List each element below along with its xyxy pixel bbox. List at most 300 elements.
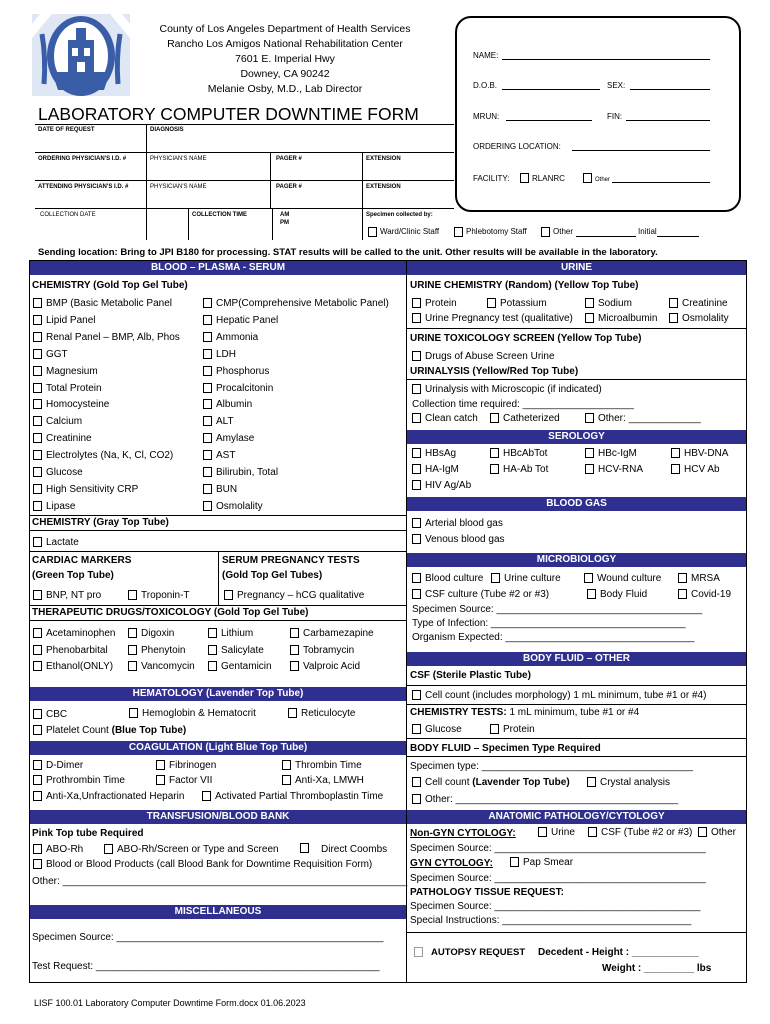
checkbox[interactable] <box>33 366 42 376</box>
checkbox[interactable] <box>33 537 42 547</box>
facility-other-checkbox[interactable] <box>583 173 592 183</box>
option-label: Ethanol(ONLY) <box>46 661 114 672</box>
checkbox[interactable] <box>290 645 299 655</box>
blood-products-option[interactable] <box>33 858 372 871</box>
chem-ggt-option[interactable] <box>33 348 68 361</box>
option-label: Digoxin <box>141 628 175 639</box>
serology-hbcabtot-option[interactable] <box>490 447 547 460</box>
checkbox[interactable] <box>128 645 137 655</box>
pm-label: PM <box>280 220 289 226</box>
option-label: Hepatic Panel <box>216 314 279 326</box>
option-label: Troponin-T <box>141 590 190 601</box>
drug-phenobarbital-option[interactable] <box>33 644 108 657</box>
serum-pregnancy-title: SERUM PREGNANCY TESTS <box>222 555 360 566</box>
chem-bun-option[interactable] <box>203 483 237 496</box>
platelet-option[interactable] <box>33 724 186 737</box>
collected-other-label: Other <box>553 227 574 236</box>
fin-label: FIN: <box>607 112 623 121</box>
checkbox[interactable] <box>208 645 217 655</box>
option-label: Other: _____________ <box>598 413 701 424</box>
physician-name-label-2: PHYSICIAN'S NAME <box>150 184 207 190</box>
checkbox[interactable] <box>128 661 137 671</box>
option-label: High Sensitivity CRP <box>46 483 139 495</box>
decedent-height-field[interactable]: Decedent - Height : ____________ <box>538 947 699 958</box>
option-label: Anti-Xa, LMWH <box>295 775 364 786</box>
checkbox[interactable] <box>104 844 113 854</box>
cell-count-option[interactable] <box>412 689 706 702</box>
csf-culture-option[interactable] <box>412 588 549 601</box>
sex-field[interactable] <box>630 89 710 90</box>
initial-field[interactable] <box>657 236 699 237</box>
checkbox[interactable] <box>33 844 42 854</box>
checkbox[interactable] <box>33 349 42 359</box>
checkbox[interactable] <box>585 464 594 474</box>
checkbox[interactable] <box>33 859 42 869</box>
checkbox[interactable] <box>203 349 212 359</box>
checkbox[interactable] <box>203 433 212 443</box>
checkbox[interactable] <box>33 450 42 460</box>
abo-rh-option[interactable] <box>33 843 83 856</box>
address-line: Melanie Osby, M.D., Lab Director <box>207 83 363 95</box>
chem-bilirubin-total-option[interactable] <box>203 466 278 479</box>
special-instructions-field[interactable]: Special Instructions: __________________________________ <box>410 915 692 926</box>
urine-chem-title: URINE CHEMISTRY (Random) (Yellow Top Tube) <box>410 280 639 291</box>
bf-other-option[interactable] <box>412 793 678 806</box>
direct-coombs-checkbox[interactable] <box>300 843 309 853</box>
misc-test-request-field[interactable]: Test Request: ___________________________________________________ <box>32 961 380 972</box>
mrun-field[interactable] <box>506 120 592 121</box>
drug-carbamezapine-option[interactable] <box>290 627 374 640</box>
checkbox[interactable] <box>412 794 421 804</box>
checkbox[interactable] <box>203 484 212 494</box>
checkbox[interactable] <box>412 384 421 394</box>
checkbox[interactable] <box>487 298 496 308</box>
misc-specimen-source-field[interactable]: Specimen Source: ________________________________________________ <box>32 932 384 943</box>
option-label: BMP (Basic Metabolic Panel <box>46 298 172 309</box>
chem-tests-line <box>410 706 639 719</box>
checkbox[interactable] <box>491 573 500 583</box>
checkbox[interactable] <box>128 628 137 638</box>
chem-creatinine-option[interactable] <box>33 432 92 445</box>
option-label: Carbamezapine <box>303 628 374 639</box>
chem-gold-title: CHEMISTRY (Gold Top Gel Tube) <box>32 280 188 291</box>
chem-phosphorus-option[interactable] <box>203 365 269 378</box>
option-label: Protein <box>503 724 535 735</box>
checkbox[interactable] <box>510 857 519 867</box>
option-label: Fibrinogen <box>169 760 217 771</box>
facility-label: FACILITY: <box>473 174 510 183</box>
serology-hbsag-option[interactable] <box>412 447 456 460</box>
gyn-specimen-source-field[interactable]: Specimen Source: ______________________________________ <box>410 873 706 884</box>
chem-hepatic-panel-option[interactable] <box>203 314 278 327</box>
checkbox[interactable] <box>282 760 291 770</box>
checkbox[interactable] <box>33 725 42 735</box>
covid-option[interactable] <box>678 588 731 601</box>
gyn-label: GYN CYTOLOGY: <box>410 858 493 869</box>
organism-field[interactable]: Organism Expected: __________________________________ <box>412 632 695 643</box>
checkbox[interactable] <box>203 383 212 393</box>
urine-osmolality-option[interactable] <box>669 312 729 325</box>
option-label: Urine Pregnancy test (qualitative) <box>425 313 573 324</box>
dob-field[interactable] <box>502 89 600 90</box>
checkbox[interactable] <box>203 501 212 511</box>
initial-label: Initial <box>638 227 657 236</box>
checkbox[interactable] <box>412 724 421 734</box>
nongyn-specimen-source-field[interactable]: Specimen Source: ______________________________________ <box>410 843 706 854</box>
checkbox[interactable] <box>282 775 291 785</box>
checkbox[interactable] <box>538 827 547 837</box>
fin-field[interactable] <box>626 120 710 121</box>
chem-ldh-option[interactable] <box>203 348 236 361</box>
chem-lipid-panel-option[interactable] <box>33 314 95 327</box>
cardiac-tube: (Green Top Tube) <box>32 570 114 581</box>
checkbox[interactable] <box>33 467 42 477</box>
checkbox[interactable] <box>490 724 499 734</box>
pregnancy-hcg-option[interactable] <box>224 589 364 602</box>
checkbox[interactable] <box>585 298 594 308</box>
option-label: Crystal analysis <box>600 777 671 788</box>
drug-ethanol-only-option[interactable] <box>33 660 113 673</box>
drug-vancomycin-option[interactable] <box>128 660 195 673</box>
chem-renal-panel-bmp-alb-phos-option[interactable] <box>33 331 180 344</box>
aptt-option[interactable] <box>202 790 383 803</box>
decedent-weight-field[interactable]: Weight : _________ lbs <box>602 963 712 974</box>
checkbox[interactable] <box>33 315 42 325</box>
option-label: Body Fluid <box>600 589 648 600</box>
option-label: AST <box>216 450 236 462</box>
ua-other-option[interactable] <box>585 412 701 425</box>
checkbox[interactable] <box>33 298 42 308</box>
checkbox[interactable] <box>412 448 421 458</box>
nongyn-other-option[interactable] <box>698 826 736 839</box>
option-label: HCV-RNA <box>598 464 644 475</box>
coag-factor-vii-option[interactable] <box>156 774 212 787</box>
nongyn-csf-option[interactable] <box>588 826 692 839</box>
serology-ha-igm-option[interactable] <box>412 463 459 476</box>
option-label: Sodium <box>598 298 632 309</box>
serology-hbv-dna-option[interactable] <box>671 447 728 460</box>
wound-culture-option[interactable] <box>584 572 661 585</box>
facility-other-label: Other <box>595 177 611 183</box>
arterial-option[interactable] <box>412 517 503 530</box>
pap-smear-option[interactable] <box>510 856 573 869</box>
micro-specimen-source-field[interactable]: Specimen Source: _____________________________________ <box>412 604 703 615</box>
checkbox[interactable] <box>585 413 594 423</box>
serum-pregnancy-tube: (Gold Top Gel Tubes) <box>222 570 323 581</box>
chem-bmp-basic-metabolic-panel-option[interactable] <box>33 297 172 310</box>
chem-magnesium-option[interactable] <box>33 365 98 378</box>
checkbox[interactable] <box>33 775 42 785</box>
ordering-location-field[interactable] <box>572 150 710 151</box>
nongyn-urine-option[interactable] <box>538 826 575 839</box>
phlebotomy-checkbox[interactable] <box>454 227 463 237</box>
urine-culture-option[interactable] <box>491 572 561 585</box>
serology-hcv-ab-option[interactable] <box>671 463 720 476</box>
option-label: Creatinine <box>682 298 728 309</box>
checkbox[interactable] <box>414 947 423 957</box>
chem-total-protein-option[interactable] <box>33 382 102 395</box>
transfusion-other-field[interactable]: Other: ______________________________________________________________ <box>32 876 408 887</box>
option-label: HIV Ag/Ab <box>425 480 472 491</box>
option-label: Amylase <box>216 433 255 445</box>
drug-digoxin-option[interactable] <box>128 627 174 640</box>
infection-type-field[interactable]: Type of Infection: ___________________________________ <box>412 618 686 629</box>
venous-option[interactable] <box>412 533 505 546</box>
checkbox[interactable] <box>288 708 297 718</box>
checkbox[interactable] <box>412 573 421 583</box>
checkbox[interactable] <box>224 590 233 600</box>
checkbox[interactable] <box>33 501 42 511</box>
option-label: Wound culture <box>597 573 662 584</box>
chem-ast-option[interactable] <box>203 449 235 462</box>
catheterized-option[interactable] <box>490 412 560 425</box>
checkbox[interactable] <box>585 313 594 323</box>
option-label: Platelet Count <box>46 725 109 736</box>
reticulocyte-option[interactable] <box>288 707 355 720</box>
ua-micro-option[interactable] <box>412 383 602 396</box>
antixa-unfr-option[interactable] <box>33 790 184 803</box>
checkbox[interactable] <box>203 315 212 325</box>
chem-lipase-option[interactable] <box>33 500 75 513</box>
option-label: BUN <box>216 483 238 495</box>
form-title: LABORATORY COMPUTER DOWNTIME FORM <box>38 104 419 124</box>
option-label: Albumin <box>216 399 253 411</box>
checkbox[interactable] <box>490 464 499 474</box>
checkbox[interactable] <box>208 661 217 671</box>
chem-alt-option[interactable] <box>203 415 234 428</box>
blood-plasma-serum-header: BLOOD – PLASMA - SERUM <box>30 261 406 275</box>
coag-thrombin-time-option[interactable] <box>282 759 362 772</box>
checkbox[interactable] <box>33 590 42 600</box>
collected-other-checkbox[interactable] <box>541 227 550 237</box>
drug-lithium-option[interactable] <box>208 627 253 640</box>
checkbox[interactable] <box>156 775 165 785</box>
checkbox[interactable] <box>203 467 212 477</box>
microalbumin-option[interactable] <box>585 312 657 325</box>
troponin-option[interactable] <box>128 589 190 602</box>
checkbox[interactable] <box>412 480 421 490</box>
checkbox[interactable] <box>33 484 42 494</box>
option-label: Acetaminophen <box>46 628 116 639</box>
csf-glucose-option[interactable] <box>412 723 462 736</box>
serology-ha-ab-tot-option[interactable] <box>490 463 548 476</box>
checkbox[interactable] <box>208 628 217 638</box>
am-label: AM <box>280 212 290 218</box>
tissue-request-label: PATHOLOGY TISSUE REQUEST: <box>410 887 564 898</box>
coag-fibrinogen-option[interactable] <box>156 759 216 772</box>
bnp-option[interactable] <box>33 589 101 602</box>
checkbox[interactable] <box>33 628 42 638</box>
checkbox[interactable] <box>412 413 421 423</box>
checkbox[interactable] <box>33 416 42 426</box>
checkbox[interactable] <box>33 645 42 655</box>
checkbox[interactable] <box>203 298 212 308</box>
urine-protein-option[interactable] <box>412 297 457 310</box>
name-field[interactable] <box>502 59 710 60</box>
checkbox[interactable] <box>156 760 165 770</box>
chem-ammonia-option[interactable] <box>203 331 258 344</box>
hgb-hct-option[interactable] <box>129 707 256 720</box>
checkbox[interactable] <box>678 573 687 583</box>
nongyn-label: Non-GYN CYTOLOGY: <box>410 828 516 839</box>
checkbox[interactable] <box>412 777 421 787</box>
checkbox[interactable] <box>33 760 42 770</box>
abo-screen-option[interactable] <box>104 843 279 856</box>
drug-valproic-acid-option[interactable] <box>290 660 360 673</box>
checkbox[interactable] <box>490 413 499 423</box>
checkbox[interactable] <box>669 313 678 323</box>
option-label: CSF culture (Tube #2 or #3) <box>425 589 550 600</box>
chem-high-sensitivity-crp-option[interactable] <box>33 483 138 496</box>
option-label: Magnesium <box>46 365 98 377</box>
checkbox[interactable] <box>587 777 596 787</box>
chem-electrolytes-na-k-cl-co2-option[interactable] <box>33 449 173 462</box>
chem-cmp-comprehensive-metabolic-panel-option[interactable] <box>203 297 389 310</box>
drug-tobramycin-option[interactable] <box>290 644 354 657</box>
checkbox[interactable] <box>698 827 707 837</box>
checkbox[interactable] <box>203 332 212 342</box>
checkbox[interactable] <box>588 827 597 837</box>
option-label: HBcAbTot <box>503 448 548 459</box>
coagulation-header: COAGULATION (Light Blue Top Tube) <box>30 741 406 755</box>
option-label: Blood culture <box>425 573 484 584</box>
address-line: Downey, CA 90242 <box>240 68 330 80</box>
chem-albumin-option[interactable] <box>203 398 252 411</box>
option-label: CMP(Comprehensive Metabolic Panel) <box>216 298 389 309</box>
bf-specimen-title: BODY FLUID – Specimen Type Required <box>410 743 601 754</box>
coag-d-dimer-option[interactable] <box>33 759 83 772</box>
checkbox[interactable] <box>290 628 299 638</box>
option-label: Covid-19 <box>691 589 732 600</box>
chem-procalcitonin-option[interactable] <box>203 382 273 395</box>
option-label: Reticulocyte <box>301 708 356 719</box>
chem-amylase-option[interactable] <box>203 432 254 445</box>
checkbox[interactable] <box>33 332 42 342</box>
rlanrc-checkbox[interactable] <box>520 173 529 183</box>
checkbox[interactable] <box>203 399 212 409</box>
option-label: Salicylate <box>221 644 264 656</box>
sex-label: SEX: <box>607 81 626 90</box>
specimen-type-field[interactable]: Specimen type: ______________________________________ <box>410 761 694 772</box>
mrun-label: MRUN: <box>473 112 500 121</box>
anatomic-pathology-header: ANATOMIC PATHOLOGY/CYTOLOGY <box>407 810 746 824</box>
option-label: Pap Smear <box>523 857 574 868</box>
checkbox[interactable] <box>203 450 212 460</box>
checkbox[interactable] <box>412 351 421 361</box>
checkbox[interactable] <box>412 534 421 544</box>
option-label: BNP, NT pro <box>46 590 102 601</box>
mrsa-option[interactable] <box>678 572 720 585</box>
serology-hbc-igm-option[interactable] <box>585 447 637 460</box>
chem-tests-note: 1 mL minimum, tube #1 or #4 <box>509 707 640 718</box>
checkbox[interactable] <box>671 464 680 474</box>
tissue-specimen-source-field[interactable]: Specimen Source: _____________________________________ <box>410 901 701 912</box>
checkbox[interactable] <box>128 590 137 600</box>
ward-clinic-checkbox[interactable] <box>368 227 377 237</box>
option-label: ABO-Rh <box>46 844 84 855</box>
checkbox[interactable] <box>412 298 421 308</box>
collection-time-field[interactable]: Collection time required: ____________________ <box>412 399 634 410</box>
bf-cell-count-option[interactable] <box>412 776 570 789</box>
body-fluid-other-header: BODY FLUID – OTHER <box>407 652 746 666</box>
option-label: Renal Panel – BMP, Alb, Phos <box>46 331 180 343</box>
drug-acetaminophen-option[interactable] <box>33 627 116 640</box>
serology-hcv-rna-option[interactable] <box>585 463 643 476</box>
clean-catch-option[interactable] <box>412 412 478 425</box>
therapeutic-drugs-title: THERAPEUTIC DRUGS/TOXICOLOGY (Gold Top Gel Tube) <box>32 607 309 618</box>
checkbox[interactable] <box>412 313 421 323</box>
option-label: HA-IgM <box>425 464 459 475</box>
chem-glucose-option[interactable] <box>33 466 83 479</box>
drug-phenytoin-option[interactable] <box>128 644 185 657</box>
phlebotomy-label: Phlebotomy Staff <box>466 227 527 236</box>
checkbox[interactable] <box>33 433 42 443</box>
chem-homocysteine-option[interactable] <box>33 398 109 411</box>
checkbox[interactable] <box>490 448 499 458</box>
blood-culture-option[interactable] <box>412 572 483 585</box>
checkbox[interactable] <box>290 661 299 671</box>
option-label: LDH <box>216 348 237 360</box>
checkbox[interactable] <box>669 298 678 308</box>
urine-pregnancy-option[interactable] <box>412 312 573 325</box>
ordering-location-label: ORDERING LOCATION: <box>473 142 561 151</box>
checkbox[interactable] <box>412 589 421 599</box>
urine-potassium-option[interactable] <box>487 297 547 310</box>
checkbox[interactable] <box>202 791 211 801</box>
checkbox[interactable] <box>584 573 593 583</box>
drug-salicylate-option[interactable] <box>208 644 264 657</box>
option-label: Protein <box>425 298 457 309</box>
checkbox[interactable] <box>33 383 42 393</box>
address-line: County of Los Angeles Department of Health Services <box>159 23 411 35</box>
coag-anti-xa-lmwh-option[interactable] <box>282 774 364 787</box>
cbc-option[interactable] <box>33 708 67 721</box>
crystal-option[interactable] <box>587 776 670 789</box>
option-label: Lactate <box>46 537 79 548</box>
drug-gentamicin-option[interactable] <box>208 660 272 673</box>
option-label: Total Protein <box>46 382 102 394</box>
lactate-option[interactable] <box>33 536 79 549</box>
option-label: Microalbumin <box>598 313 658 324</box>
csf-protein-option[interactable] <box>490 723 535 736</box>
checkbox[interactable] <box>33 399 42 409</box>
drugs-abuse-option[interactable] <box>412 350 555 363</box>
checkbox[interactable] <box>412 464 421 474</box>
checkbox[interactable] <box>412 518 421 528</box>
facility-other-field[interactable] <box>612 182 710 183</box>
coag-prothrombin-time-option[interactable] <box>33 774 125 787</box>
checkbox[interactable] <box>587 589 596 599</box>
checkbox[interactable] <box>33 709 42 719</box>
checkbox[interactable] <box>671 448 680 458</box>
checkbox[interactable] <box>33 791 42 801</box>
urine-sodium-option[interactable] <box>585 297 632 310</box>
autopsy-option[interactable] <box>414 946 525 959</box>
checkbox[interactable] <box>585 448 594 458</box>
checkbox[interactable] <box>203 416 212 426</box>
checkbox[interactable] <box>678 589 687 599</box>
chem-calcium-option[interactable] <box>33 415 82 428</box>
body-fluid-option[interactable] <box>587 588 647 601</box>
checkbox[interactable] <box>129 708 138 718</box>
checkbox[interactable] <box>203 366 212 376</box>
option-label: Prothrombin Time <box>46 775 125 786</box>
checkbox[interactable] <box>33 661 42 671</box>
checkbox[interactable] <box>412 690 421 700</box>
urine-creatinine-option[interactable] <box>669 297 728 310</box>
chem-osmolality-option[interactable] <box>203 500 263 513</box>
hiv-option[interactable] <box>412 479 471 492</box>
